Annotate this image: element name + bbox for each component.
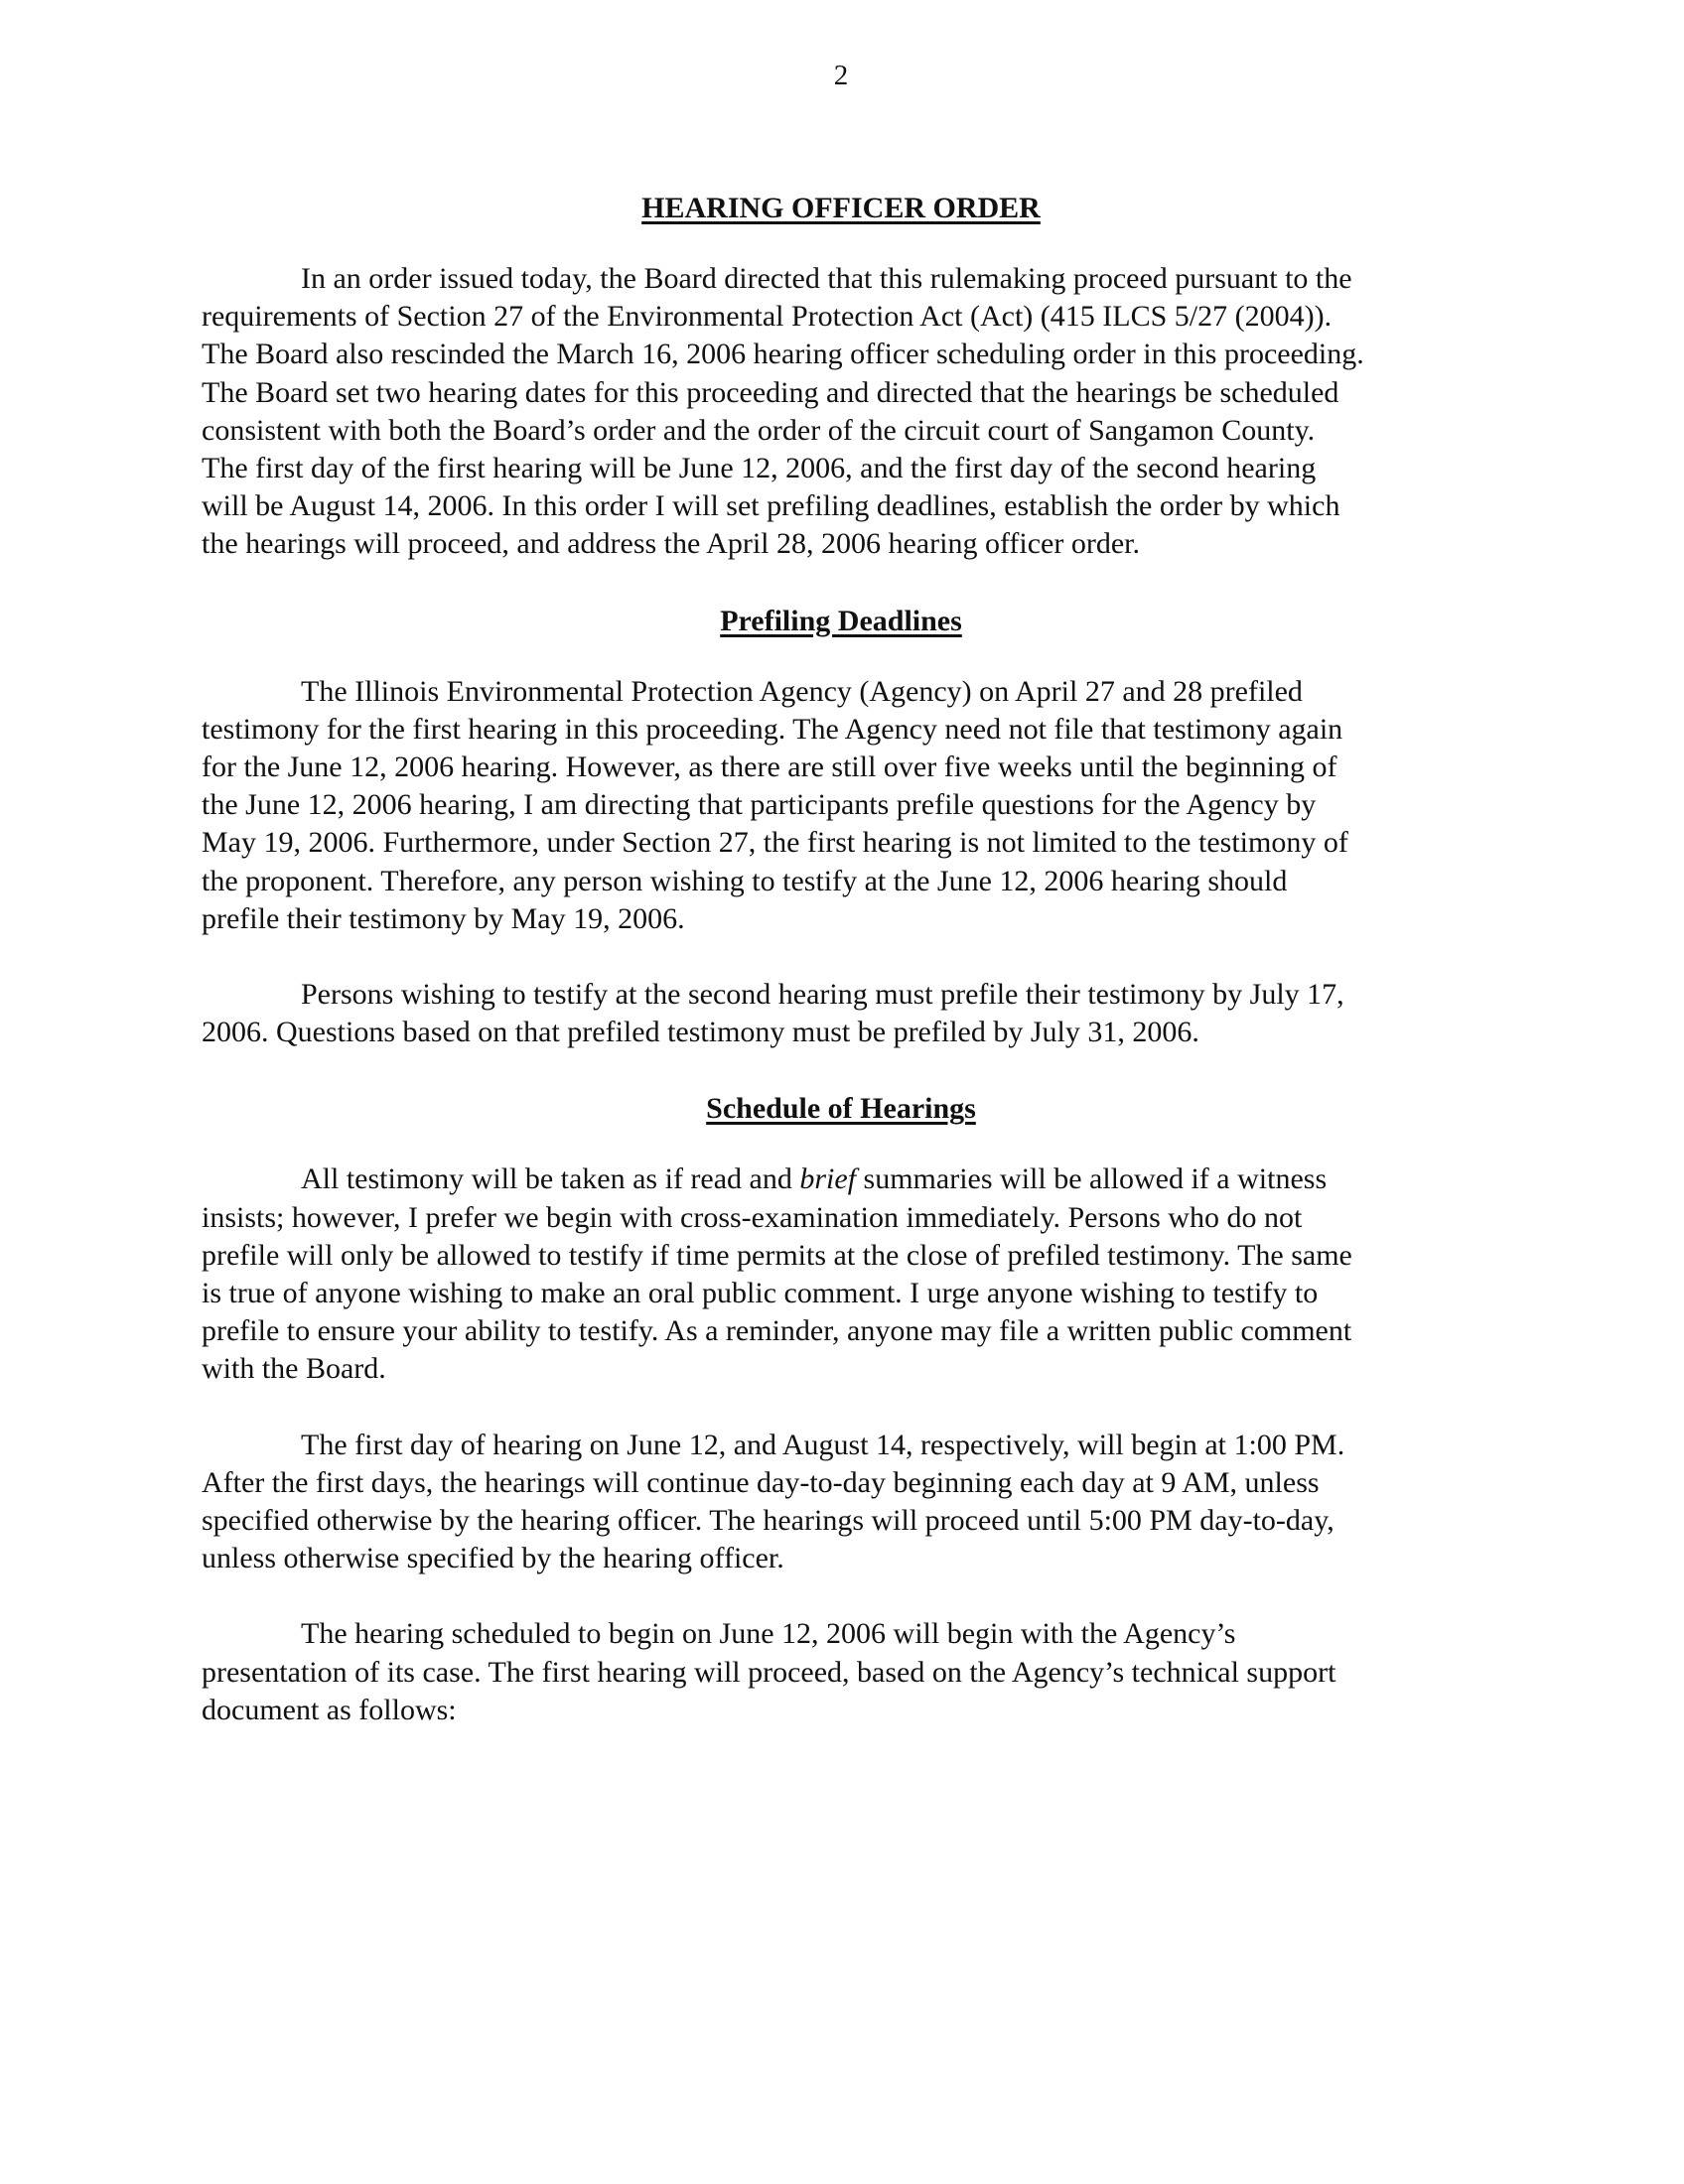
heading-prefiling-deadlines: Prefiling Deadlines — [720, 604, 962, 637]
schedule-paragraph-3: The hearing scheduled to begin on June 12, 2006 will begin with the Agency’s presentation of its case. The first hearing will proceed, based on the Agency’s technical support document as follows: — [202, 1617, 1336, 1726]
heading-schedule-of-hearings: Schedule of Hearings — [706, 1092, 976, 1126]
schedule-paragraph-1-rest: summaries will be allowed if a witness insists; however, I prefer we begin with cross-examination immediately. Persons who do not prefile will only be allowed to testify if time permits at the close of prefiled testimony. The same is true of anyone wishing to make an oral public comment. I urge anyone wishing to testify to prefile to ensure your ability to testify. As a reminder, anyone may file a written public comment with the Board. — [202, 1162, 1352, 1386]
document-page — [202, 56, 1480, 1767]
schedule-paragraph-1 — [202, 1160, 1480, 1388]
page-number: 2 — [833, 60, 849, 91]
schedule-paragraph-1-emphasis: brief — [799, 1162, 857, 1196]
prefiling-paragraph-1: The Illinois Environmental Protection Agency (Agency) on April 27 and 28 prefiled testimony for the first hearing in this proceeding. The Agency need not file that testimony again for the June 12, 2006 hearing. However, as there are still over five weeks until the beginning of the June 12, 2006 hearing, I am directing that participants prefile questions for the Agency by May 19, 2006. Furthermore, under Section 27, the first hearing is not limited to the testimony of the proponent. Therefore, any person wishing to testify at the June 12, 2006 hearing should prefile their testimony by May 19, 2006. — [202, 674, 1348, 935]
schedule-paragraph-2: The first day of hearing on June 12, and August 14, respectively, will begin at 1:00 PM. After the first days, the hearings will continue day-to-day beginning each day at 9 AM, unless specified otherwise by the hearing officer. The hearings will proceed until 5:00 PM day-to-day, unless otherwise specified by the hearing officer. — [202, 1428, 1345, 1575]
order-title: HEARING OFFICER ORDER — [641, 192, 1041, 224]
schedule-paragraph-1-start: All testimony will be taken as if read and — [301, 1162, 800, 1196]
prefiling-paragraph-2: Persons wishing to testify at the second hearing must prefile their testimony by July 17, 2006. Questions based on that prefiled testimony must be prefiled by July 31, 2006. — [202, 978, 1344, 1049]
intro-paragraph: In an order issued today, the Board directed that this rulemaking proceed pursuant to the requirements of Section 27 of the Environmental Protection Act (Act) (415 ILCS 5/27 (2004)). The Board also rescinded the March 16, 2006 hearing officer scheduling order in this proceeding. The Board set two hearing dates for this proceeding and directed that the hearings be scheduled consistent with both the Board’s order and the order of the circuit court of Sangamon County. The first day of the first hearing will be June 12, 2006, and the first day of the second hearing will be August 14, 2006. In this order I will set prefiling deadlines, establish the order by which the hearings will proceed, and address the April 28, 2006 hearing officer order. — [202, 262, 1364, 561]
